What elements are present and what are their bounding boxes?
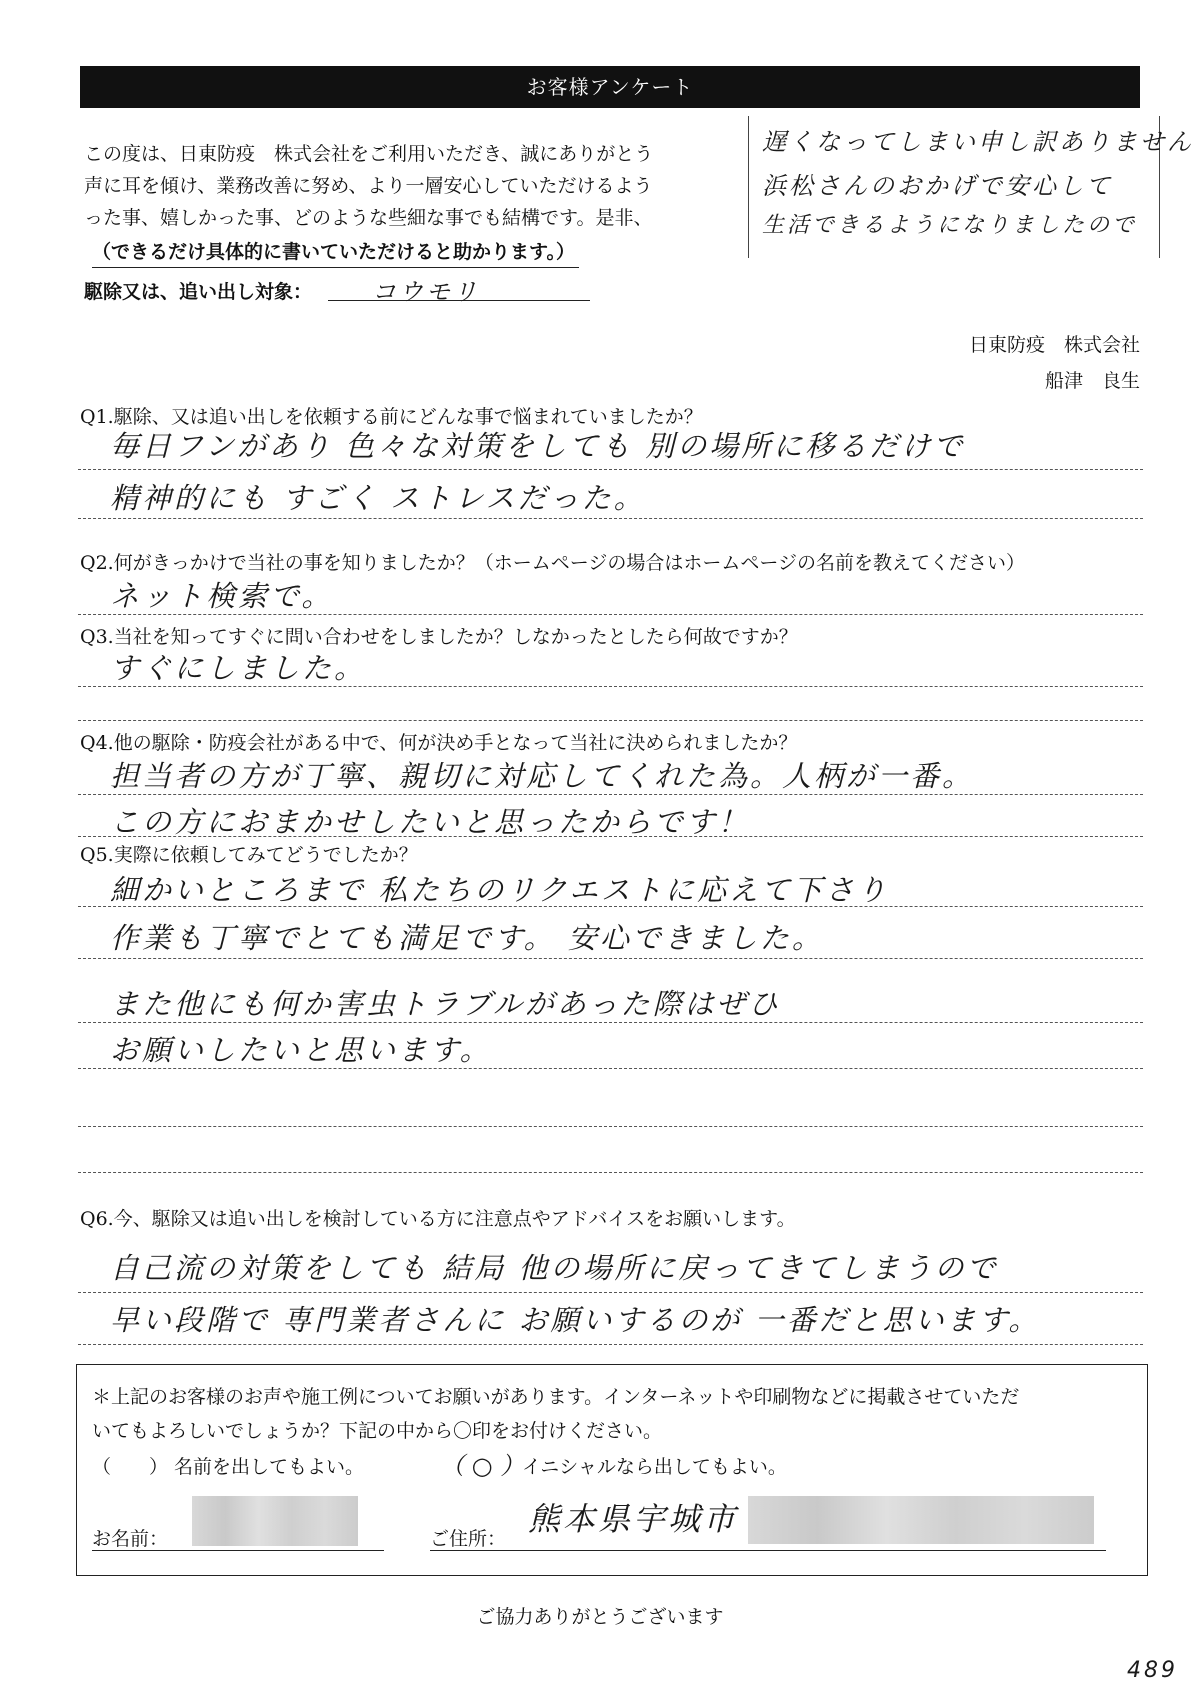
option-2-checkbox[interactable]: （ ○ ） [440, 1452, 525, 1480]
survey-title: お客様アンケート [80, 66, 1140, 108]
answer-4-line-1: 担当者の方が丁寧、親切に対応してくれた為。人柄が一番。 [110, 759, 975, 793]
company-name: 日東防疫 株式会社 [968, 334, 1140, 356]
answer-line [78, 720, 1143, 721]
answer-5-line-4: お願いしたいと思います。 [110, 1033, 492, 1067]
address-underline [430, 1550, 1106, 1551]
consent-line-2: いてもよろしいでしょうか？下記の中から〇印をお付けください。 [92, 1420, 663, 1442]
page-number: 489 [1127, 1658, 1178, 1683]
question-5-label: Q5.実際に依頼してみてどうでしたか？ [80, 844, 418, 866]
question-3-label: Q3.当社を知ってすぐに問い合わせをしましたか？しなかったとしたら何故ですか？ [80, 626, 798, 648]
answer-line [78, 1126, 1143, 1127]
thanks-message: ご協力ありがとうございます [476, 1606, 724, 1628]
answer-line [78, 614, 1143, 615]
answer-2-line-1: ネット検索で。 [110, 579, 334, 613]
option-1-checkbox[interactable]: （ ） [92, 1456, 169, 1478]
answer-line [78, 686, 1143, 687]
answer-line [78, 1344, 1143, 1345]
intro-line-2: 声に耳を傾け、業務改善に努め、より一層安心していただけるよう [84, 175, 653, 197]
question-2-label: Q2.何がきっかけで当社の事を知りましたか？（ホームページの場合はホームページの名前を教えてください） [80, 552, 1025, 574]
answer-1-line-1: 毎日フンがあり 色々な対策をしても 別の場所に移るだけで [110, 429, 966, 463]
answer-line [78, 836, 1143, 837]
address-value: 熊本県宇城市 [528, 1500, 739, 1538]
target-value: コウモリ [372, 278, 480, 306]
note-line-1: 遅くなってしまい申し訳ありません [762, 128, 1194, 156]
question-4-label: Q4.他の駆除・防疫会社がある中で、何が決め手となって当社に決められましたか？ [80, 732, 798, 754]
answer-1-line-2: 精神的にも すごく ストレスだった。 [110, 481, 646, 515]
answer-5-line-3: また他にも何か害虫トラブルがあった際はぜひ [110, 987, 781, 1021]
note-line-2: 浜松さんのおかげで安心して [762, 172, 1113, 200]
note-line-3: 生活できるようになりましたので [762, 213, 1138, 238]
answer-line [78, 469, 1143, 470]
name-redacted [192, 1496, 358, 1546]
answer-line [78, 1022, 1143, 1023]
company-person: 船津 良生 [1044, 370, 1140, 392]
consent-line-1: ＊上記のお客様のお声や施工例についてお願いがあります。インターネットや印刷物などに掲載させていただ [92, 1386, 1020, 1408]
answer-line [78, 958, 1143, 959]
answer-3-line-1: すぐにしました。 [110, 651, 367, 685]
answer-line [78, 518, 1143, 519]
answer-line [78, 1068, 1143, 1069]
intro-line-1: この度は、日東防疫 株式会社をご利用いただき、誠にありがとう [84, 143, 654, 165]
address-label: ご住所： [430, 1528, 507, 1550]
answer-6-line-2: 早い段階で 専門業者さんに お願いするのが 一番だと思います。 [110, 1303, 1041, 1337]
target-label: 駆除又は、追い出し対象： [84, 281, 313, 303]
answer-4-line-2: この方におまかせしたいと思ったからです！ [110, 805, 750, 839]
answer-line [78, 1292, 1143, 1293]
address-redacted [748, 1496, 1094, 1544]
question-1-label: Q1.駆除、又は追い出しを依頼する前にどんな事で悩まれていましたか？ [80, 406, 703, 428]
answer-5-line-2: 作業も丁寧でとても満足です。 安心できました。 [110, 921, 824, 955]
answer-5-line-1: 細かいところまで 私たちのリクエストに応えて下さり [110, 873, 890, 907]
name-label: お名前： [92, 1528, 169, 1550]
option-1-label: 名前を出してもよい。 [174, 1456, 365, 1478]
intro-line-4: （できるだけ具体的に書いていただけると助かります。） [92, 238, 579, 268]
option-2-label: イニシャルなら出してもよい。 [522, 1456, 787, 1478]
question-6-label: Q6.今、駆除又は追い出しを検討している方に注意点やアドバイスをお願いします。 [80, 1208, 796, 1230]
answer-6-line-1: 自己流の対策をしても 結局 他の場所に戻ってきてしまうので [110, 1251, 999, 1285]
answer-line [78, 906, 1143, 907]
name-underline [92, 1550, 384, 1551]
intro-line-3: った事、嬉しかった事、どのような些細な事でも結構です。是非、 [84, 207, 653, 229]
answer-line [78, 794, 1143, 795]
answer-line [78, 1172, 1143, 1173]
